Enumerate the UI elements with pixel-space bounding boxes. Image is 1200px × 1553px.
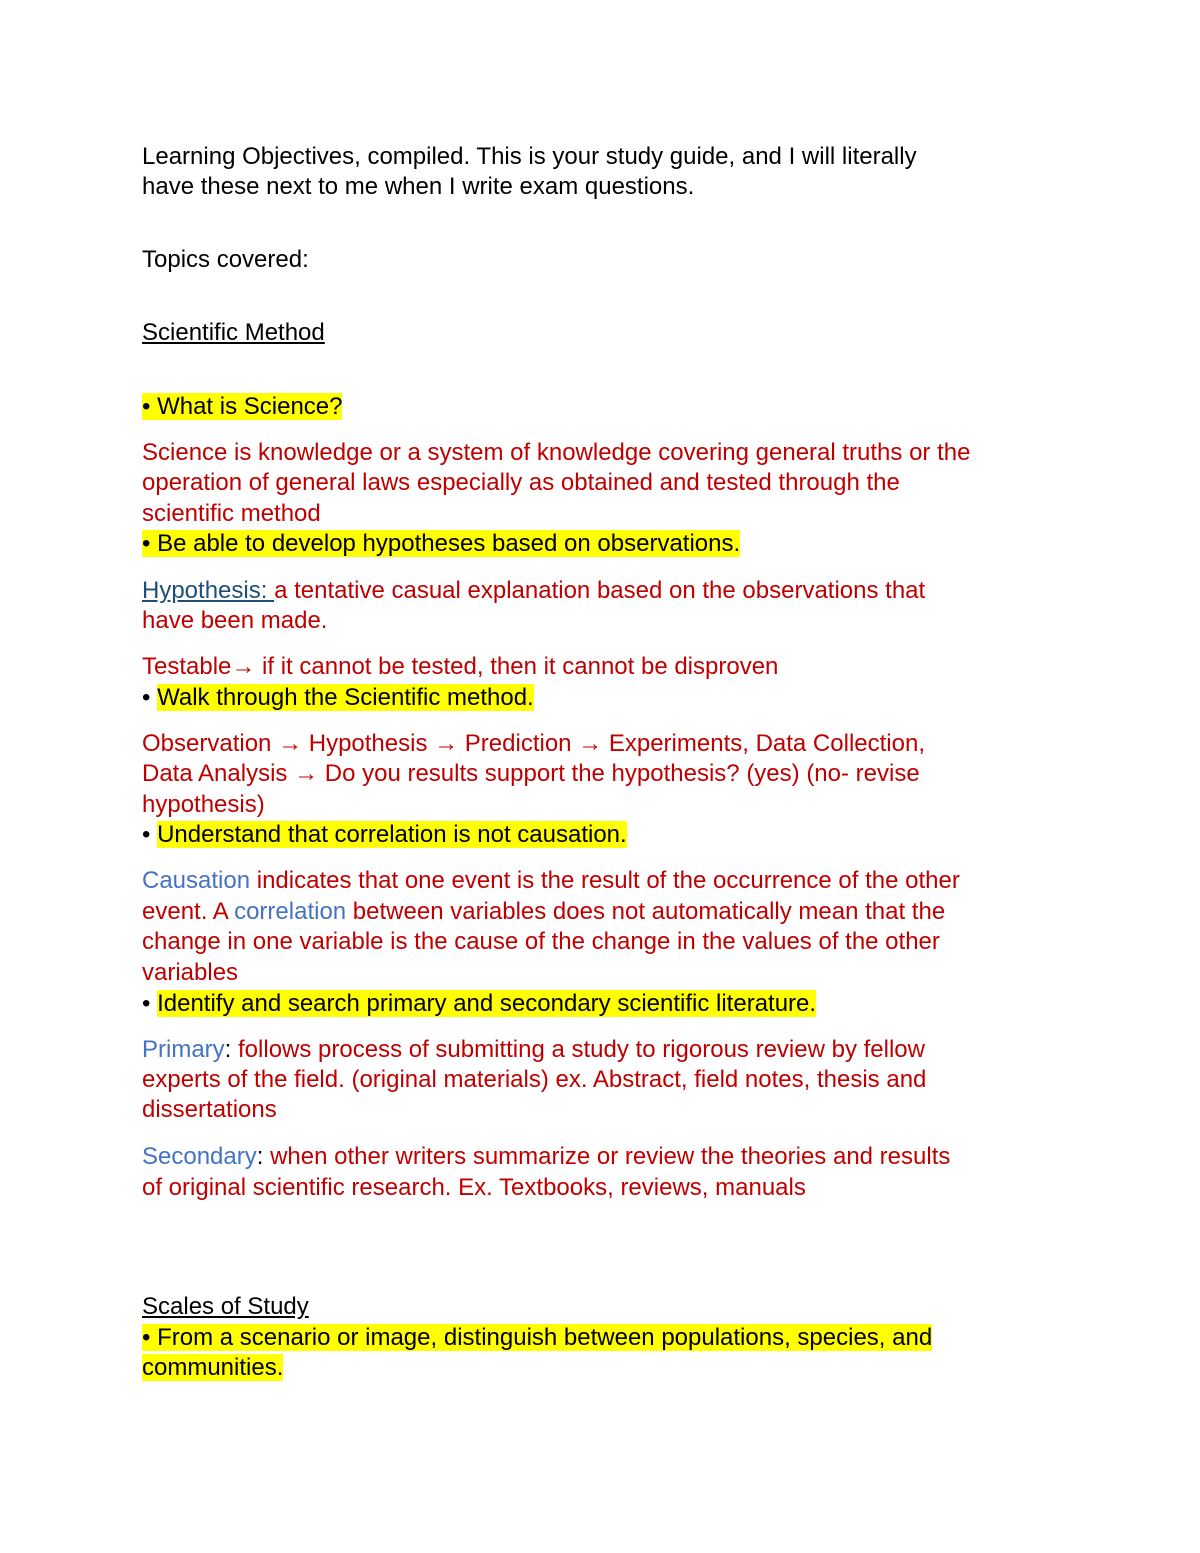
primary-definition: follows process of submitting a study to rigorous review by fellow [231,1036,925,1063]
objective-what-is-science [142,392,342,422]
objective-scenario-line-2 [142,1353,283,1383]
method-steps-line-1: Observation → Hypothesis → Prediction → Experiments, Data Collection, [142,730,925,757]
bullet: • [142,684,158,711]
causation-definition-part: event. A [142,898,235,925]
causation-definition-line-2 [142,897,945,927]
method-steps-line-2: Data Analysis → Do you results support the hypothesis? (yes) (no- revise [142,760,920,787]
section-heading-scientific-method: Scientific Method [142,319,325,346]
secondary-colon: : [256,1143,264,1170]
testable-note: Testable→ if it cannot be tested, then it cannot be disproven [142,653,779,680]
secondary-term: Secondary [142,1143,257,1170]
causation-term: Causation [142,867,251,894]
highlighted-objective: Identify and search primary and secondary scientific literature. [157,990,817,1017]
topics-label: Topics covered: [142,246,309,273]
hypothesis-definition-line-1 [142,576,925,606]
science-definition-line-1: Science is knowledge or a system of knowledge covering general truths or the [142,439,971,466]
highlighted-objective: • Be able to develop hypotheses based on observations. [142,530,741,557]
objective-walk-through-method [142,683,534,713]
primary-definition-line-2: experts of the field. (original materials) ex. Abstract, field notes, thesis and [142,1066,927,1093]
causation-definition: indicates that one event is the result of the occurrence of the other [250,867,960,894]
objective-correlation-causation [142,820,627,850]
objective-scenario-line-1 [142,1323,932,1353]
primary-definition-line-3: dissertations [142,1096,277,1123]
secondary-definition-line-2: of original scientific research. Ex. Textbooks, reviews, manuals [142,1174,806,1201]
hypothesis-definition: a tentative casual explanation based on the observations that [274,577,926,604]
method-steps-line-3: hypothesis) [142,791,265,818]
highlighted-objective: • What is Science? [142,393,343,420]
highlighted-objective: communities. [142,1354,284,1381]
highlighted-objective: Walk through the Scientific method. [157,684,534,711]
section-heading-scales-of-study: Scales of Study [142,1293,309,1320]
bullet: • [142,990,158,1017]
secondary-definition-line-1 [142,1142,950,1172]
science-definition-line-2: operation of general laws especially as obtained and tested through the [142,469,900,496]
primary-colon: : [224,1036,232,1063]
objective-develop-hypotheses [142,529,740,559]
secondary-definition: when other writers summarize or review the theories and results [263,1143,951,1170]
causation-definition-line-4: variables [142,959,239,986]
causation-definition-line-3: change in one variable is the cause of the change in the values of the other [142,928,940,955]
bullet: • [142,821,158,848]
hypothesis-term: Hypothesis: [142,577,275,604]
primary-definition-line-1 [142,1035,925,1065]
hypothesis-definition-line-2: have been made. [142,607,328,634]
intro-line-2: have these next to me when I write exam questions. [142,173,695,200]
intro-line-1: Learning Objectives, compiled. This is your study guide, and I will literally [142,143,917,170]
highlighted-objective: • From a scenario or image, distinguish between populations, species, and [142,1324,933,1351]
correlation-term: correlation [234,898,347,925]
primary-term: Primary [142,1036,225,1063]
objective-literature [142,989,816,1019]
science-definition-line-3: scientific method [142,500,321,527]
highlighted-objective: Understand that correlation is not causation. [157,821,627,848]
correlation-definition: between variables does not automatically mean that the [346,898,946,925]
causation-definition-line-1 [142,866,960,896]
